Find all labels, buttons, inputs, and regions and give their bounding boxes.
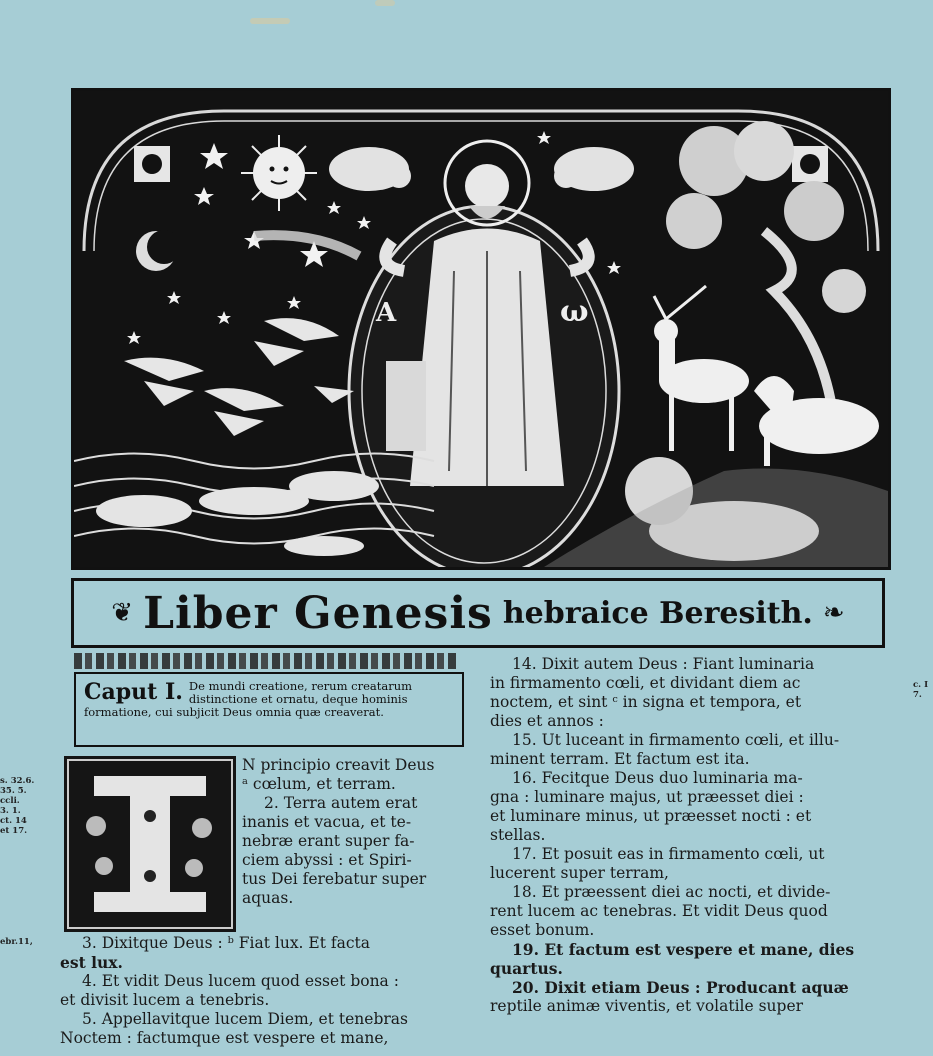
verse-line: 2. Terra autem erat <box>264 794 418 812</box>
verse-line: 15. Ut luceant in firmamento cœli, et illu- <box>512 731 840 749</box>
engraving-illustration <box>74 91 888 567</box>
margin-note-left-2: ebr.11, <box>0 937 33 947</box>
creation-engraving <box>71 88 891 570</box>
alpha-letter: A <box>376 298 397 328</box>
ornament-strip <box>74 653 458 669</box>
drop-cap-illustration <box>64 756 236 932</box>
chapter-heading: Caput I. <box>84 679 183 705</box>
margin-ref: ccli. <box>0 796 20 806</box>
verse-line: noctem, et sint ᶜ in signa et tempora, et <box>490 693 802 711</box>
verse-line: gna : luminare majus, ut præesset diei : <box>490 788 804 806</box>
paper-stain <box>250 18 290 24</box>
margin-ref: c. I <box>913 680 929 690</box>
verse-line: 5. Appellavitque lucem Diem, et tenebras <box>82 1010 408 1028</box>
verse-line: nebræ erant super fa- <box>242 832 415 850</box>
verse-line: minent terram. Et factum est ita. <box>490 750 750 768</box>
verse-line: rent lucem ac tenebras. Et vidit Deus quod <box>490 902 828 920</box>
verse-line: ciem abyssi : et Spiri- <box>242 851 412 869</box>
fleuron-icon: ❧ <box>822 598 845 628</box>
right-column <box>490 655 895 1016</box>
verse-line: 20. Dixit etiam Deus : Producant aquæ <box>512 978 849 997</box>
verse-line: Noctem : factumque est vespere et mane, <box>60 1029 389 1047</box>
verse-line: inanis et vacua, et te- <box>242 813 412 831</box>
left-column-upper <box>242 756 468 908</box>
chapter-summary-box <box>74 672 464 747</box>
sun-icon <box>241 135 317 211</box>
verse-line: 16. Fecitque Deus duo luminaria ma- <box>512 769 803 787</box>
verse-line: quartus. <box>490 959 563 978</box>
margin-ref: et 17. <box>0 826 28 836</box>
corner-ornament-left <box>134 146 170 182</box>
margin-ref: 35. 5. <box>0 786 27 796</box>
chapter-summary: De mundi creatione, rerum creatarum distinctione et ornatu, deque hominis formatione, cui subjicit Deus omnia quæ creaverat. <box>84 679 413 719</box>
verse-line: et divisit lucem a tenebris. <box>60 991 270 1009</box>
book-title-banner <box>71 578 885 648</box>
verse-line: 18. Et præessent diei ac nocti, et divide- <box>512 883 831 901</box>
margin-ref: s. 32.6. <box>0 776 35 786</box>
margin-ref: 3. 1. <box>0 806 21 816</box>
angel-right <box>554 147 634 191</box>
margin-ref: ct. 14 <box>0 816 27 826</box>
verse-line: reptile animæ viventis, et volatile super <box>490 997 804 1015</box>
verse-line: 14. Dixit autem Deus : Fiant luminaria <box>512 655 815 673</box>
verse-line: lucerent super terram, <box>490 864 669 882</box>
book-subtitle: hebraice Beresith. <box>502 595 813 631</box>
verse-line: N principio creavit Deus <box>242 756 435 774</box>
verse-line: stellas. <box>490 826 546 844</box>
verse-line: 17. Et posuit eas in firmamento cœli, ut <box>512 845 825 863</box>
verse-line: 3. Dixitque Deus : ᵇ Fiat lux. Et facta <box>82 934 371 952</box>
book-title: Liber Genesis <box>143 587 493 639</box>
left-column-lower <box>60 934 470 1048</box>
verse-line: in firmamento cœli, et dividant diem ac <box>490 674 801 692</box>
verse-line: esset bonum. <box>490 921 595 939</box>
verse-line: 19. Et factum est vespere et mane, dies <box>512 940 855 959</box>
margin-note-left <box>0 776 34 836</box>
corner-ornament-right <box>792 146 828 182</box>
verse-line: est lux. <box>60 953 123 972</box>
verse-line: et luminare minus, ut præesset nocti : et <box>490 807 812 825</box>
verse-line: 4. Et vidit Deus lucem quod esset bona : <box>82 972 399 990</box>
fleuron-icon: ❦ <box>111 598 134 628</box>
margin-note-right <box>913 680 928 700</box>
verse-line: aquas. <box>242 889 294 907</box>
omega-letter: ω <box>560 294 589 329</box>
verse-line: tus Dei ferebatur super <box>242 870 427 888</box>
verse-line: dies et annos : <box>490 712 604 730</box>
margin-ref: 7. <box>913 690 922 700</box>
drop-cap-initial <box>64 756 236 932</box>
paper-stain <box>375 0 395 6</box>
verse-line: ᵃ cœlum, et terram. <box>242 775 396 793</box>
